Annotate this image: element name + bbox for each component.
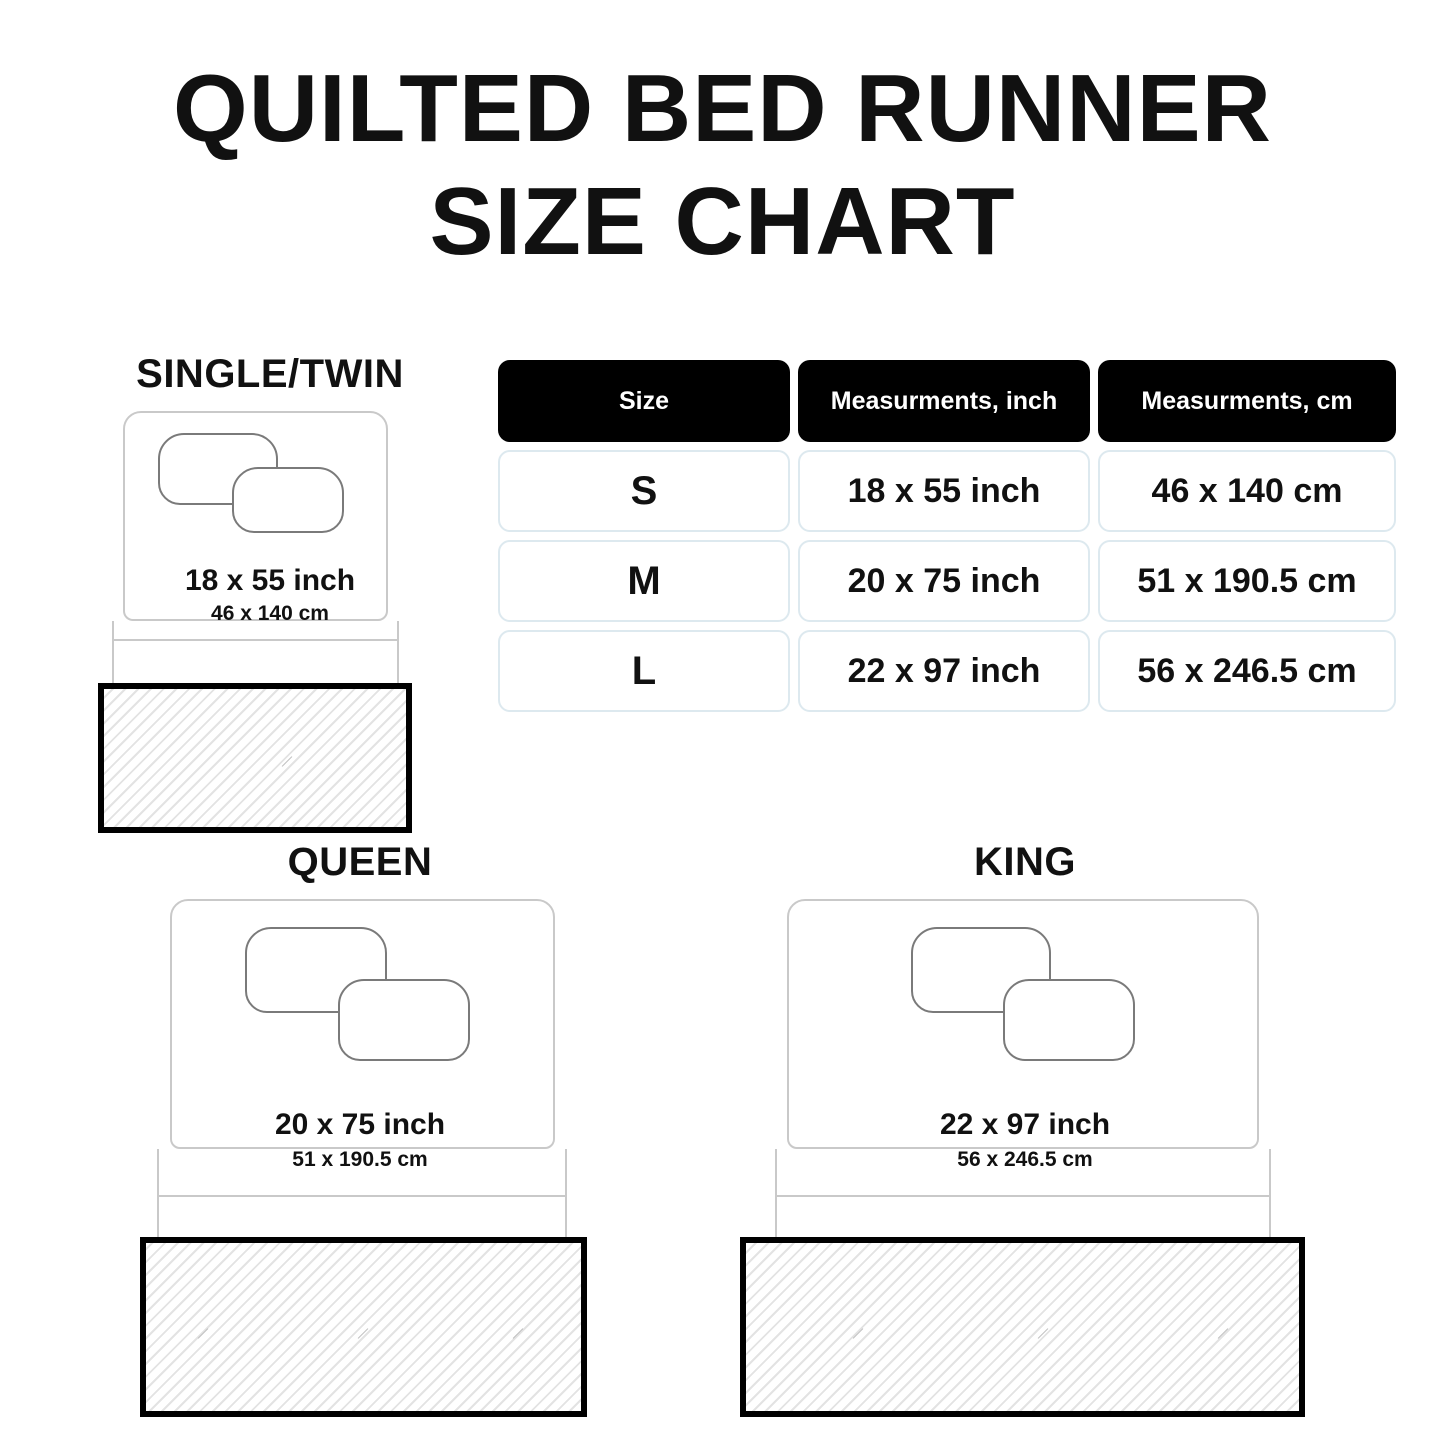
runner-dimension-inch: 18 x 55 inch: [184, 564, 356, 597]
measurement-bracket: [112, 639, 399, 655]
measurement-bracket: [775, 1195, 1271, 1211]
title-line-1: QUILTED BED RUNNER: [173, 55, 1272, 162]
pillow-icon: [1003, 979, 1135, 1061]
table-cell-size: M: [498, 540, 790, 622]
table-row: [498, 450, 1396, 532]
table-row: [498, 540, 1396, 622]
table-cell-inch: 20 x 75 inch: [798, 540, 1090, 622]
bed-runner-single-twin: [98, 683, 412, 833]
pillow-icon: [232, 467, 344, 533]
quilt-hatch-pattern: [104, 689, 406, 827]
runner-dimension-cm: 51 x 190.5 cm: [292, 1148, 428, 1171]
runner-dimension-inch: 22 x 97 inch: [939, 1108, 1111, 1141]
table-header-size: Size: [498, 360, 790, 442]
table-cell-inch: 22 x 97 inch: [798, 630, 1090, 712]
bed-label-single-twin: SINGLE/TWIN: [136, 352, 404, 396]
runner-dimension-cm: 46 x 140 cm: [211, 602, 329, 625]
measurement-bracket: [157, 1195, 567, 1211]
table-cell-cm: 51 x 190.5 cm: [1098, 540, 1396, 622]
bed-diagram-king: [715, 840, 1335, 1419]
table-cell-cm: 46 x 140 cm: [1098, 450, 1396, 532]
title-line-2: SIZE CHART: [429, 168, 1016, 276]
table-cell-size: L: [498, 630, 790, 712]
bed-illustration: [60, 411, 480, 851]
bed-label-queen: QUEEN: [287, 840, 433, 884]
runner-dimension-inch: 20 x 75 inch: [274, 1108, 446, 1141]
bed-runner-king: [740, 1237, 1305, 1417]
table-header-cm: Measurments, cm: [1098, 360, 1396, 442]
bed-runner-queen: [140, 1237, 587, 1417]
table-header-inch: Measurments, inch: [798, 360, 1090, 442]
bed-label-king: KING: [974, 840, 1076, 884]
pillow-icon: [338, 979, 470, 1061]
table-cell-size: S: [498, 450, 790, 532]
runner-dimension-cm: 56 x 246.5 cm: [957, 1148, 1093, 1171]
quilt-hatch-pattern: [146, 1243, 581, 1411]
quilt-hatch-pattern: [746, 1243, 1299, 1411]
table-cell-cm: 56 x 246.5 cm: [1098, 630, 1396, 712]
bed-diagram-queen: [95, 840, 625, 1419]
table-row: [498, 630, 1396, 712]
page-title: [0, 0, 1445, 279]
table-cell-inch: 18 x 55 inch: [798, 450, 1090, 532]
bed-diagram-single-twin: [60, 352, 480, 851]
table-header-row: [498, 360, 1396, 442]
size-table: [498, 360, 1396, 712]
